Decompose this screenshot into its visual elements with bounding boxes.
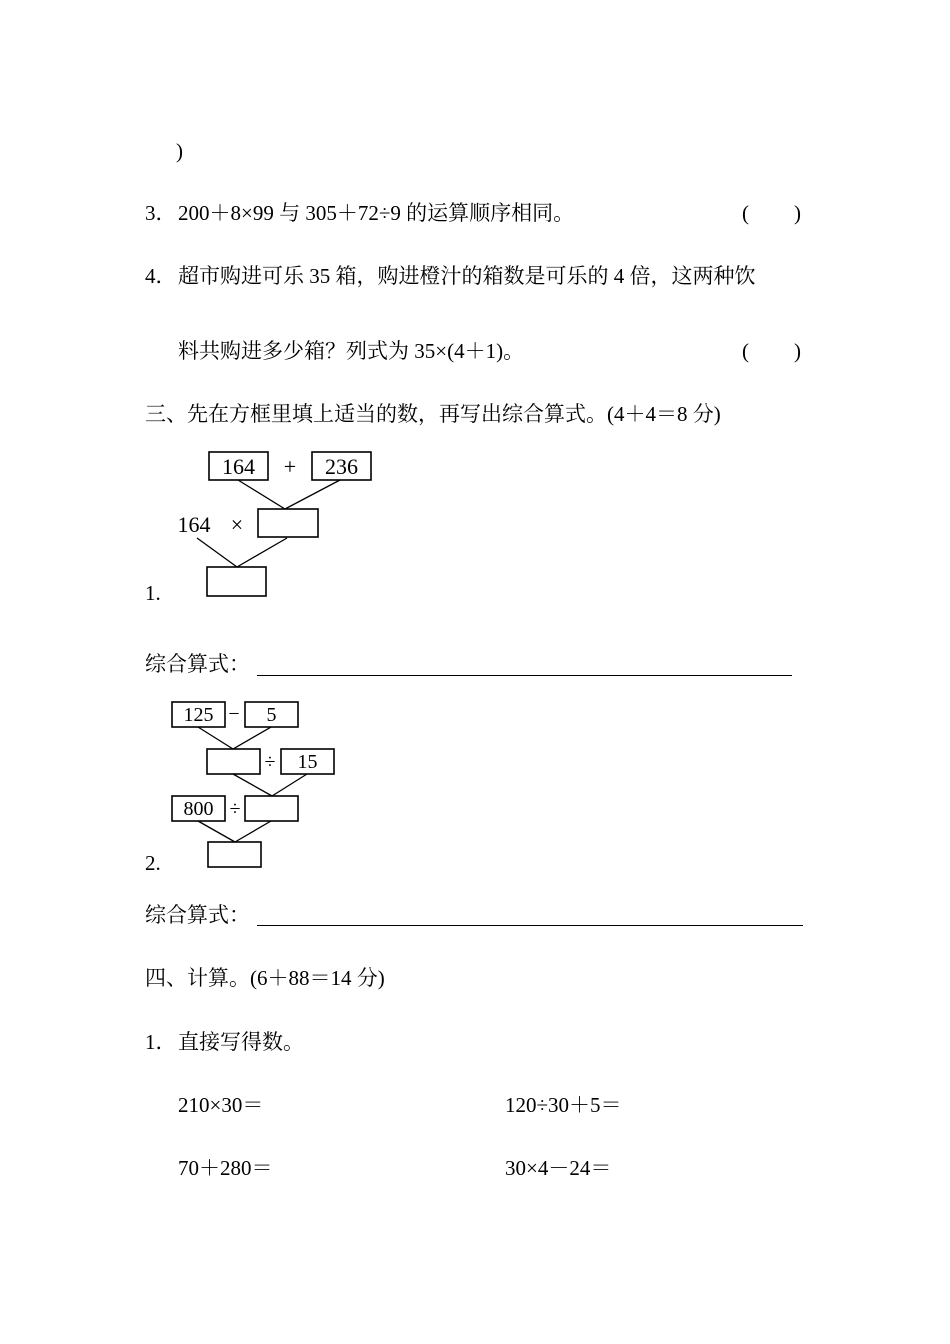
p1-box-b-value: 236 — [325, 454, 358, 479]
p1-label: 1. — [145, 581, 161, 605]
p1-left-number: 164 — [177, 512, 211, 537]
q3-answer-open[interactable]: ( — [742, 201, 749, 225]
calc-item[interactable]: 70＋280＝ — [178, 1156, 273, 1180]
q4-text-line2: 料共购进多少箱？列式为 35×(4＋1)。 — [178, 339, 525, 363]
p1-box-a-value: 164 — [222, 454, 255, 479]
p2-answer-box-1[interactable] — [207, 749, 260, 774]
p2-formula-line[interactable] — [257, 925, 803, 926]
p2-formula-label: 综合算式： — [145, 903, 250, 927]
section3-heading: 三、先在方框里填上适当的数，再写出综合算式。(4＋4＝8 分) — [145, 402, 721, 426]
q3-number: 3． — [145, 201, 177, 225]
s4-sub1-number: 1． — [145, 1030, 177, 1054]
p2-op-minus: − — [228, 703, 240, 725]
q4-answer-close[interactable]: ) — [794, 339, 801, 363]
p2-box-c-value: 15 — [297, 751, 318, 773]
q4-number: 4． — [145, 264, 177, 288]
calc-item[interactable]: 210×30＝ — [178, 1093, 264, 1117]
p1-op-times: × — [230, 512, 244, 537]
p2-box-b-value: 5 — [266, 704, 277, 726]
q4-text-line1: 超市购进可乐 35 箱，购进橙汁的箱数是可乐的 4 倍，这两种饮 — [178, 264, 756, 288]
p2-box-d-value: 800 — [183, 798, 214, 820]
p2-answer-box-bottom[interactable] — [208, 842, 261, 867]
calc-item[interactable]: 30×4－24＝ — [505, 1156, 612, 1180]
q4-answer-open[interactable]: ( — [742, 339, 749, 363]
p1-formula-label: 综合算式： — [145, 652, 250, 676]
section4-heading: 四、计算。(6＋88＝14 分) — [145, 966, 385, 990]
p2-answer-box-2[interactable] — [245, 796, 298, 821]
q3-answer-close[interactable]: ) — [794, 201, 801, 225]
p2-label: 2. — [145, 851, 161, 875]
p1-op-plus: + — [283, 454, 297, 479]
carryover-paren: ) — [176, 139, 183, 163]
p2-op-divide-1: ÷ — [264, 751, 276, 773]
calc-item[interactable]: 120÷30＋5＝ — [505, 1093, 622, 1117]
p2-op-divide-2: ÷ — [229, 798, 241, 820]
p2-box-a-value: 125 — [183, 704, 214, 726]
q3-text: 200＋8×99 与 305＋72÷9 的运算顺序相同。 — [178, 201, 575, 225]
s4-sub1-text: 直接写得数。 — [178, 1030, 304, 1054]
